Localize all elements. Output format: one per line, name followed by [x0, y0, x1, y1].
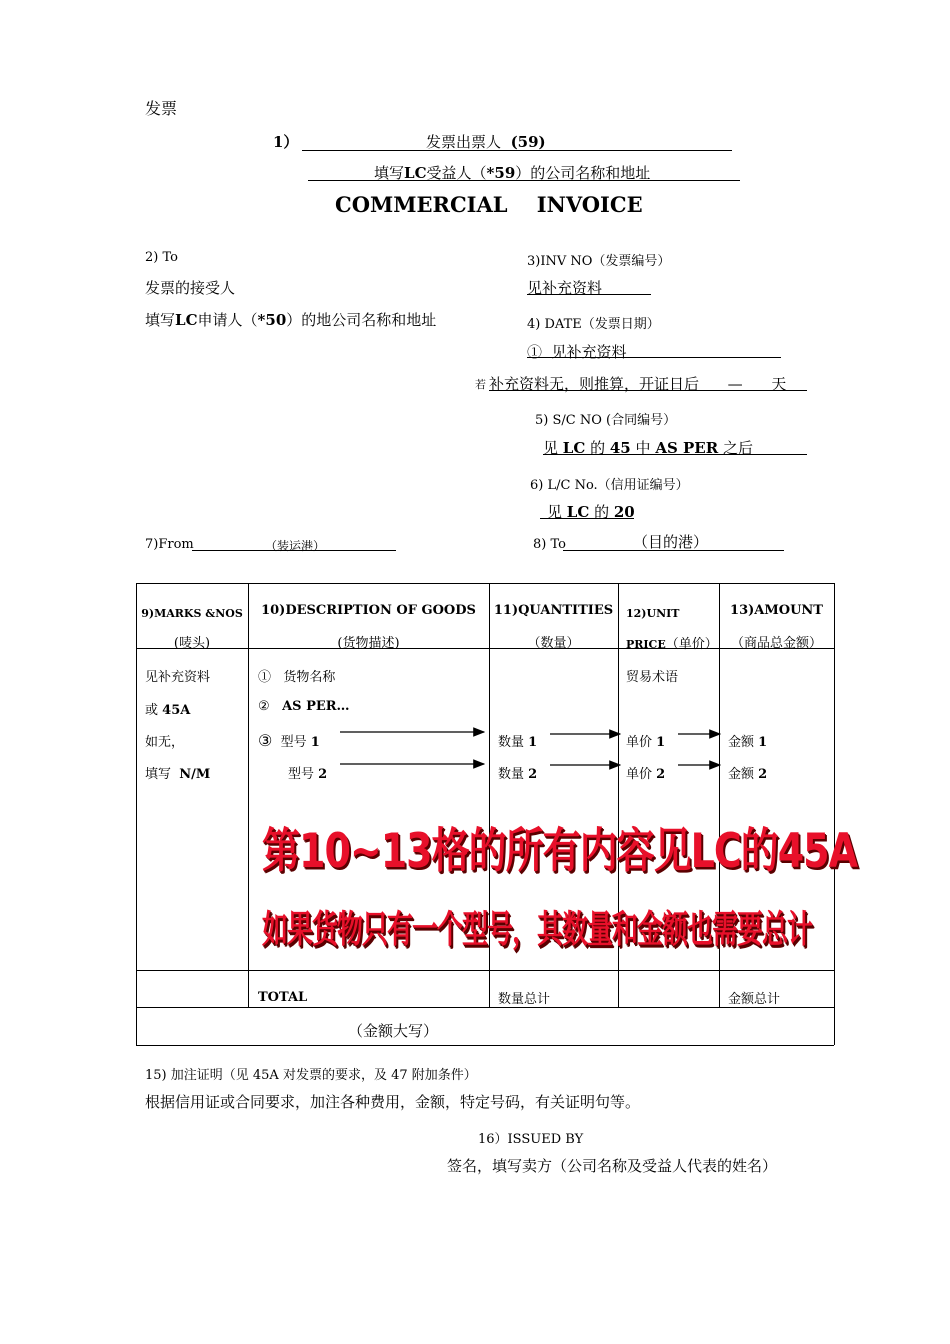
overlay-note-line-1: 第10~13格的所有内容见LC的45A — [262, 823, 857, 879]
price-2: 单价 2 — [626, 767, 666, 782]
amount-in-words: （金额大写） — [348, 1022, 439, 1040]
note-15-text: 根据信用证或合同要求，加注各种费用，金额，特定号码，有关证明句等。 — [145, 1093, 641, 1111]
marks-line-4: 填写 N/M — [145, 767, 211, 782]
desc-model-1: ③ 型号 1 — [258, 731, 320, 750]
issuer-num: 1） — [273, 133, 299, 151]
date-value: ① 见补充资料 — [527, 343, 627, 361]
header-marks: 9)MARKS &NOS — [141, 607, 243, 620]
lc-value: 见 LC 的 20 — [547, 503, 635, 521]
inv-no-label: 3)INV NO（发票编号） — [527, 254, 671, 269]
marks-line-3: 如无， — [145, 735, 185, 750]
header-description: 10)DESCRIPTION OF GOODS — [261, 603, 476, 618]
to-desc: 发票的接受人 — [145, 279, 236, 297]
qty-2: 数量 2 — [498, 767, 538, 782]
note-16-text: 签名，填写卖方（公司名称及受益人代表的姓名） — [447, 1157, 778, 1175]
qty-1: 数量 1 — [498, 735, 538, 750]
marks-line-2: 或 45A — [145, 703, 191, 718]
sc-value: 见 LC 的 45 中 AS PER 之后 — [543, 439, 753, 457]
overlay-note-line-2: 如果货物只有一个型号，其数量和金额也需要总计 — [262, 908, 813, 953]
desc-model-2: 型号 2 — [288, 767, 328, 782]
to-port-value: （目的港） — [633, 533, 709, 551]
marks-line-1: 见补充资料 — [145, 670, 211, 685]
issuer-label: 发票出票人 (59) — [426, 133, 546, 151]
header-amount-cn: （商品总金额） — [730, 636, 822, 651]
from-value: （装运港） — [265, 539, 326, 553]
price-1: 单价 1 — [626, 735, 666, 750]
header-quantities: 11)QUANTITIES — [493, 603, 614, 618]
desc-as-per: ② AS PER… — [258, 699, 350, 714]
date-note-small: 若 — [475, 378, 486, 391]
invoice-title: COMMERCIAL INVOICE — [335, 192, 643, 217]
to-label: 2) To — [145, 250, 178, 265]
to-port-label: 8) To — [533, 537, 566, 552]
sc-label: 5) S/C NO (合同编号） — [535, 413, 677, 428]
header-description-cn: (货物描述) — [337, 636, 400, 651]
header-price: PRICE（单价） — [626, 637, 718, 652]
inv-no-value: 见补充资料 — [527, 279, 603, 297]
amount-1: 金额 1 — [728, 735, 768, 750]
date-note: 补充资料无，则推算，开证日后 — 天 — [489, 375, 787, 393]
doc-label: 发票 — [145, 99, 178, 118]
header-quantities-cn: （数量） — [527, 636, 580, 651]
note-15-label: 15) 加注证明（见 45A 对发票的要求，及 47 附加条件） — [145, 1068, 477, 1083]
from-label: 7)From — [145, 537, 194, 552]
trade-term: 贸易术语 — [626, 670, 679, 685]
total-quantity: 数量总计 — [498, 992, 551, 1007]
total-amount: 金额总计 — [728, 992, 781, 1007]
lc-label: 6) L/C No.（信用证编号） — [530, 478, 689, 493]
desc-goods-name: ① 货物名称 — [258, 670, 336, 685]
note-16-label: 16）ISSUED BY — [478, 1132, 584, 1147]
to-fill: 填写LC申请人（*50）的地公司名称和地址 — [145, 311, 437, 329]
header-marks-cn: (唛头) — [173, 636, 211, 651]
total-label: TOTAL — [258, 990, 308, 1005]
amount-2: 金额 2 — [728, 767, 768, 782]
header-unit: 12)UNIT — [626, 607, 680, 620]
date-label: 4) DATE（发票日期） — [527, 317, 660, 332]
header-amount: 13)AMOUNT — [730, 603, 823, 618]
issuer-fill: 填写LC受益人（*59）的公司名称和地址 — [374, 164, 651, 182]
